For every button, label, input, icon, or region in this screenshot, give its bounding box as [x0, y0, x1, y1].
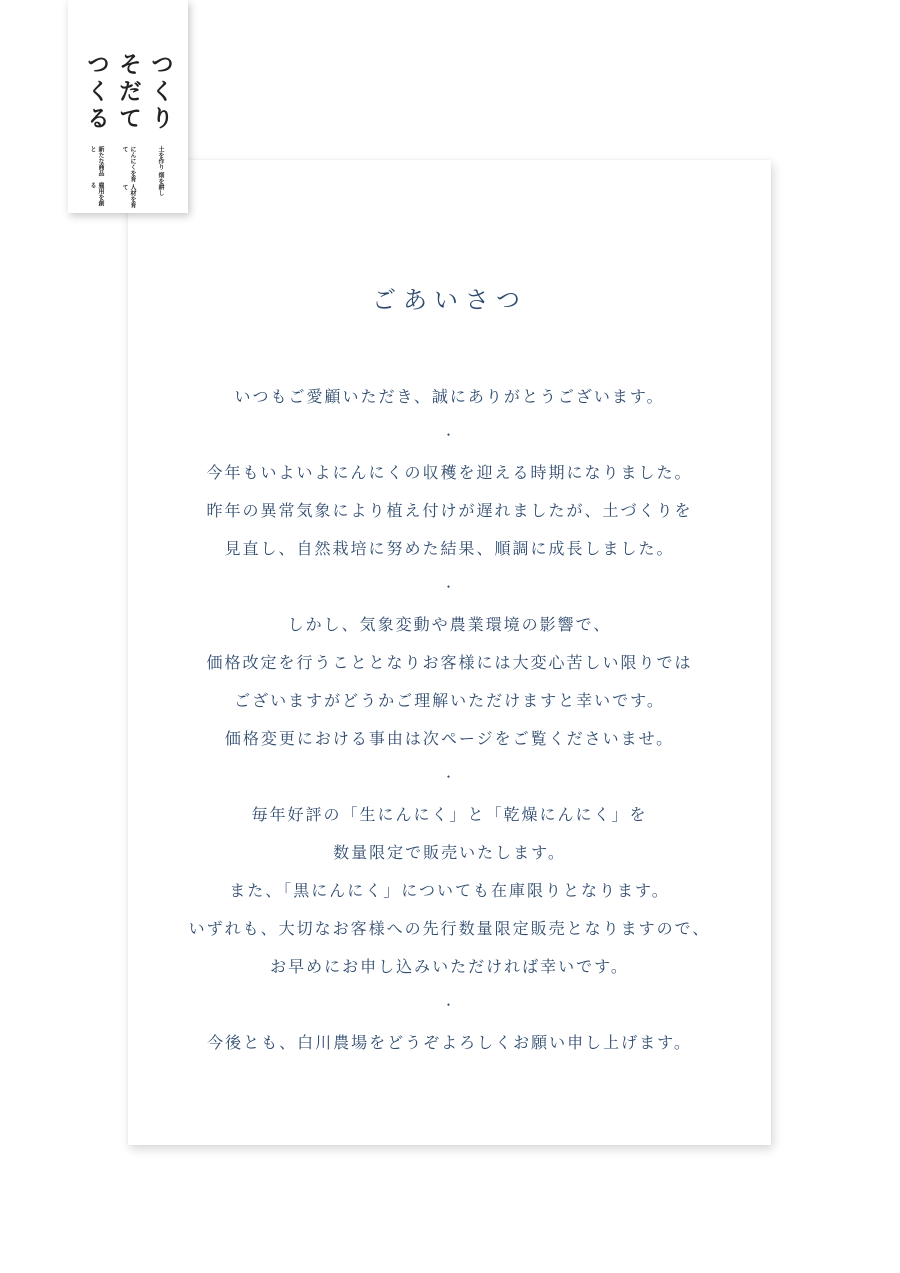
slogan-subtext-line: 人材を育て — [121, 184, 136, 209]
body-line: ございますがどうかご理解いただけますと幸いです。 — [234, 691, 665, 710]
body-line: 数量限定で販売いたします。 — [333, 843, 566, 862]
greeting-title: ごあいさつ — [372, 286, 527, 314]
paragraph-separator: ・ — [442, 770, 457, 784]
body-line: いずれも、大切なお客様への先行数量限定販売となりますので、 — [188, 919, 711, 938]
slogan-column-3 — [82, 52, 110, 210]
slogan-subtext — [120, 146, 136, 210]
body-line: 価格変更における事由は次ページをご覧くださいませ。 — [224, 729, 675, 748]
slogan-subtext — [156, 146, 164, 210]
paragraph-separator: ・ — [442, 580, 457, 594]
body-line: 毎年好評の「生にんにく」と「乾燥にんにく」を — [251, 805, 648, 824]
body-line: 今後とも、白川農場をどうぞよろしくお願い申し上げます。 — [207, 1033, 692, 1052]
slogan-subtext-line: 新たな商品と — [89, 146, 104, 176]
slogan-headline: つくり — [147, 52, 173, 133]
body-line: 価格改定を行うこととなりお客様には大変心苦しい限りでは — [206, 653, 693, 672]
body-line: また、「黒にんにく」についても在庫限りとなります。 — [229, 881, 670, 900]
paragraph-separator: ・ — [442, 428, 457, 442]
slogan-subtext-line: にんにくを育て — [121, 146, 136, 182]
slogan-column-2 — [114, 52, 142, 210]
slogan-subtext-line: 土を作り — [157, 146, 164, 170]
slogan-tag — [68, 0, 188, 213]
slogan-columns — [82, 52, 174, 210]
slogan-subtext-line: 雇用を創る — [89, 181, 104, 206]
body-line: 昨年の異常気象により植え付けが遅れましたが、土づくりを — [206, 501, 693, 520]
slogan-subtext-line: 畑を耕し — [157, 172, 164, 196]
body-line: いつもご愛顧いただき、誠にありがとうございます。 — [234, 387, 665, 406]
body-line: お早めにお申し込みいただければ幸いです。 — [270, 957, 629, 976]
slogan-headline: そだて — [115, 52, 141, 133]
body-line: 今年もいよいよにんにくの収穫を迎える時期になりました。 — [206, 463, 693, 482]
slogan-subtext — [88, 146, 104, 210]
body-line: 見直し、自然栽培に努めた結果、順調に成長しました。 — [224, 539, 675, 558]
slogan-headline: つくる — [83, 52, 109, 133]
paragraph-separator: ・ — [442, 998, 457, 1012]
slogan-column-1 — [146, 52, 174, 210]
body-line: しかし、気象変動や農業環境の影響で、 — [287, 615, 612, 634]
greeting-body — [128, 378, 771, 1062]
